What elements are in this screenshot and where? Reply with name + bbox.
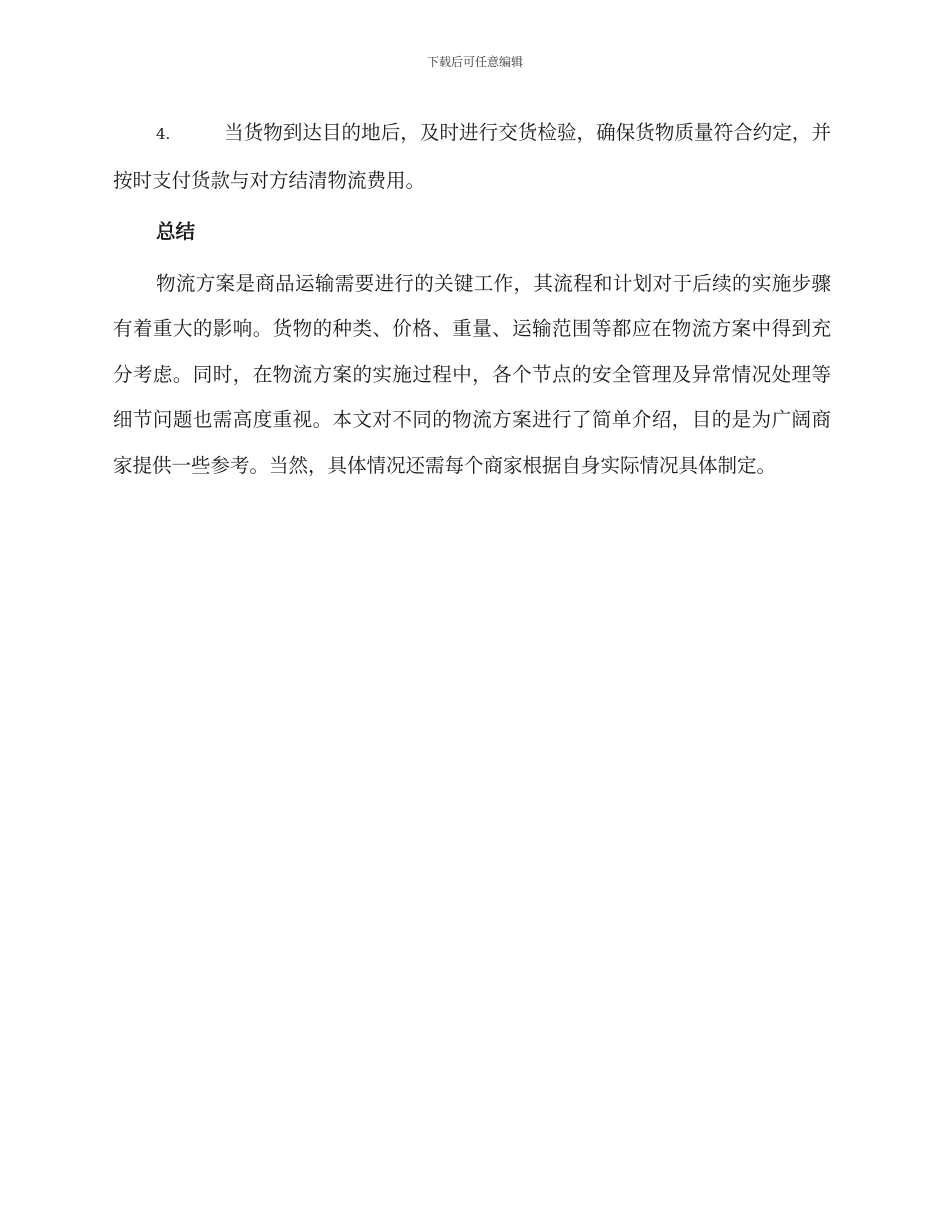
list-item-number: 4. <box>156 125 171 143</box>
page-header: 下载后可任意编辑 <box>426 55 523 69</box>
list-item <box>113 110 831 203</box>
section-heading: 总结 <box>156 220 196 243</box>
list-item-text: 当货物到达目的地后，及时进行交货检验，确保货物质量符合约定，并按时支付货款与对方结清物流费用。 <box>113 121 831 192</box>
document-body <box>113 110 831 488</box>
summary-paragraph: 物流方案是商品运输需要进行的关键工作，其流程和计划对于后续的实施步骤有着重大的影响。货物的种类、价格、重量、运输范围等都应在物流方案中得到充分考虑。同时，在物流方案的实施过程中，各个节点的安全管理及异常情况处理等细节问题也需高度重视。本文对不同的物流方案进行了简单介绍，目的是为广阔商家提供一些参考。当然，具体情况还需每个商家根据自身实际情况具体制定。 <box>113 271 831 477</box>
